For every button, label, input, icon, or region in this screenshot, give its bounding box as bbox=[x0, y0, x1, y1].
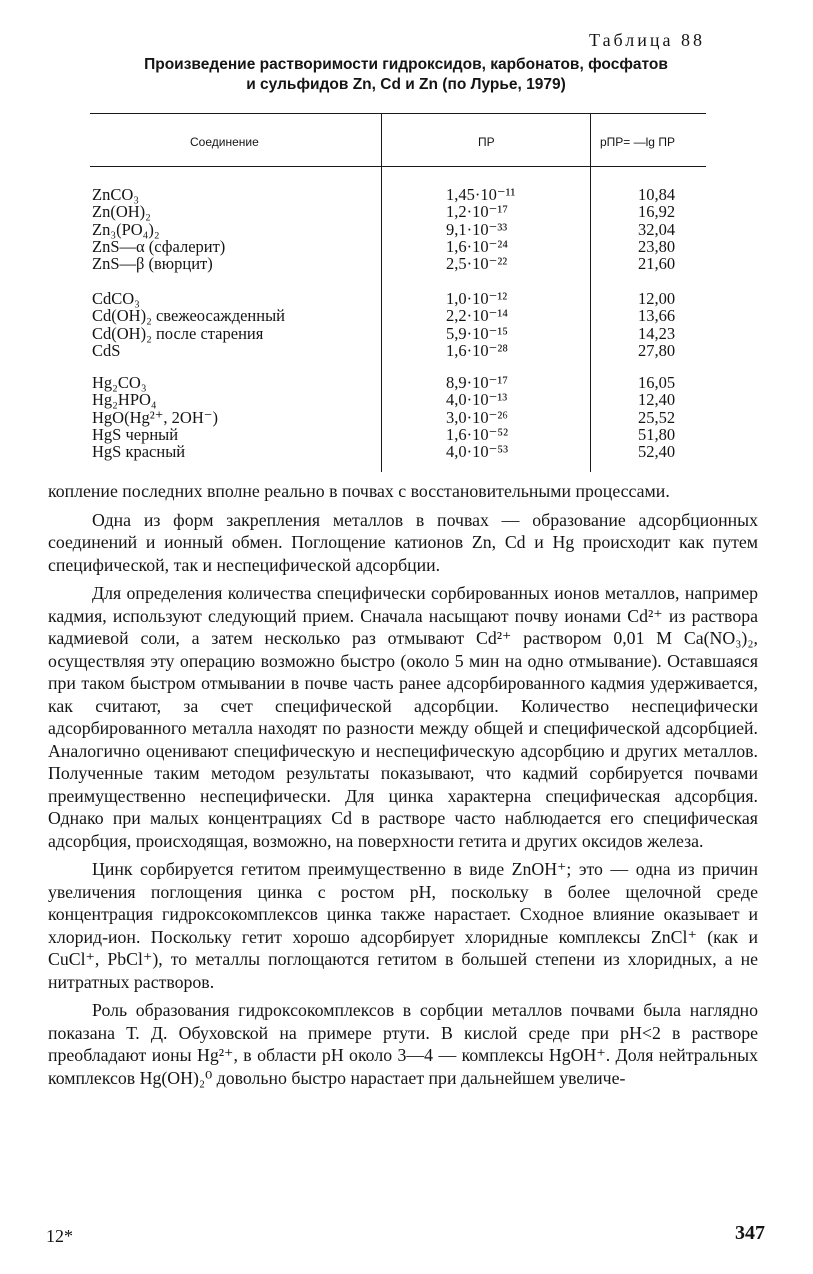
table-title-line: и сульфидов Zn, Cd и Zn (по Лурье, 1979) bbox=[246, 76, 566, 93]
table-title-line: Произведение растворимости гидроксидов, карбонатов, фосфатов bbox=[144, 56, 668, 73]
ppr-cell: 16,05 bbox=[638, 373, 676, 392]
pr-cell: 1,45·10⁻¹¹ bbox=[446, 185, 516, 204]
compound-cell: Hg₂CO₃ bbox=[92, 373, 147, 392]
compound-cell: Zn₃(PO₄)₂ bbox=[92, 219, 160, 239]
table-row bbox=[90, 342, 706, 359]
ppr-cell: 14,23 bbox=[638, 323, 676, 343]
paragraph: Одна из форм закрепления металлов в почвах — образование адсорбционных соединений и ионный обмен. Поглощение катионов Zn, Cd и Hg происходит как путем специфической, так и неспецифической адсорбции. bbox=[48, 509, 758, 575]
ppr-cell: 32,04 bbox=[638, 219, 676, 239]
table-group-mercury bbox=[90, 374, 706, 460]
paragraph: Для определения количества специфически сорбированных ионов металлов, например кадмия, используют следующий прием. Сначала насыщают почву ионами Cd²⁺ из раствора кадмиевой соли, а затем несколько раз отмывают Cd²⁺ раствором 0,01 М Ca(NO₃)₂, осуществляя эту операцию возможно быстро (около 5 мин на одно отмывание). Оставшаяся при таком быстром отмывании в почве часть ранее адсорбированного кадмия удерживается, как считают, за счет специфической адсорбции. Количество неспецифически адсорбированного металла находят по разности между общей и специфической адсорбцией. Аналогично оценивают специфическую и неспецифическую адсорбцию и других металлов. Полученные таким методом результаты показывают, что кадмий сорбируется почвами преимущественно неспецифически. Для цинка характерна специфическая адсорбция. Однако при малых концентрациях Cd в растворе часто наблюдается его специфическая адсорбция, происходящая, возможно, на поверхности гетита и других оксидов железа. bbox=[48, 583, 758, 851]
pr-cell: 1,6·10⁻²⁴ bbox=[446, 236, 509, 256]
pr-cell: 5,9·10⁻¹⁵ bbox=[446, 323, 509, 343]
compound-cell: Zn(OH)₂ bbox=[92, 202, 151, 222]
ppr-cell: 27,80 bbox=[638, 340, 676, 360]
table-header-rule bbox=[90, 166, 706, 167]
pr-cell: 1,0·10⁻¹² bbox=[446, 289, 508, 308]
table-row bbox=[90, 409, 706, 426]
paragraph: Роль образования гидроксокомплексов в сорбции металлов почвами была наглядно показана Т. Д. Обуховской на примере ртути. В кислой среде при pH<2 в растворе преобладают ионы Hg²⁺, в области pH около 3—4 — комплексы HgOH⁺. Доля нейтральных комплексов Hg(OH)₂⁰ довольно быстро нарастает при дальнейшем увеличе- bbox=[48, 1000, 758, 1088]
pr-cell: 4,0·10⁻¹³ bbox=[446, 390, 508, 410]
table-row bbox=[90, 426, 706, 443]
table-row bbox=[90, 443, 706, 460]
body-text bbox=[48, 480, 758, 1089]
column-header-compound: Соединение bbox=[190, 135, 259, 149]
pr-cell: 2,2·10⁻¹⁴ bbox=[446, 306, 509, 326]
ppr-cell: 10,84 bbox=[638, 185, 676, 204]
ppr-cell: 16,92 bbox=[638, 202, 676, 222]
compound-cell: Cd(OH)₂ после старения bbox=[92, 323, 264, 343]
ppr-cell: 21,60 bbox=[638, 254, 676, 274]
ppr-cell: 23,80 bbox=[638, 236, 676, 256]
compound-cell: HgO(Hg²⁺, 2OH⁻) bbox=[92, 407, 218, 427]
paragraph: Цинк сорбируется гетитом преимущественно в виде ZnOH⁺; это — одна из причин увеличения поглощения цинка с ростом pH, поскольку в более щелочной среде концентрация гидроксокомплексов цинка также нарастает. Сходное влияние оказывает и хлорид-ион. Поскольку гетит хорошо адсорбирует хлоридные комплексы ZnCl⁺ (как и CuCl⁺, PbCl⁺), то металлы поглощаются гетитом в большей степени из хлоридных, а не нитратных растворов. bbox=[48, 859, 758, 992]
column-header-pr: ПР bbox=[478, 135, 495, 149]
compound-cell: HgS красный bbox=[92, 442, 186, 462]
ppr-cell: 12,00 bbox=[638, 289, 676, 308]
page-number: 347 bbox=[735, 1222, 765, 1244]
ppr-cell: 12,40 bbox=[638, 390, 676, 410]
pr-cell: 3,0·10⁻²⁶ bbox=[446, 407, 509, 427]
pr-cell: 8,9·10⁻¹⁷ bbox=[446, 373, 509, 392]
compound-cell: Hg₂HPO₄ bbox=[92, 390, 157, 410]
ppr-cell: 52,40 bbox=[638, 442, 676, 462]
table-row bbox=[90, 307, 706, 324]
ppr-cell: 51,80 bbox=[638, 424, 676, 444]
ppr-cell: 25,52 bbox=[638, 407, 676, 427]
paragraph: копление последних вполне реально в почвах с восстановительными процессами. bbox=[48, 481, 670, 501]
compound-cell: CdS bbox=[92, 340, 121, 360]
compound-cell: Cd(OH)₂ свежеосажденный bbox=[92, 306, 286, 326]
compound-cell: ZnS—α (сфалерит) bbox=[92, 236, 226, 256]
table-row bbox=[90, 391, 706, 408]
compound-cell: ZnS—β (вюрцит) bbox=[92, 254, 213, 274]
table-number: Таблица 88 bbox=[589, 30, 705, 50]
pr-cell: 2,5·10⁻²² bbox=[446, 254, 508, 274]
printer-signature-mark: 12* bbox=[46, 1226, 73, 1246]
table-group-zinc bbox=[90, 186, 706, 272]
table-row bbox=[90, 325, 706, 342]
table-row bbox=[90, 290, 706, 307]
ppr-cell: 13,66 bbox=[638, 306, 676, 326]
compound-cell: HgS черный bbox=[92, 424, 179, 444]
table-row bbox=[90, 238, 706, 255]
pr-cell: 4,0·10⁻⁵³ bbox=[446, 442, 509, 462]
pr-cell: 1,2·10⁻¹⁷ bbox=[446, 202, 509, 222]
table-group-cadmium bbox=[90, 290, 706, 359]
table-title bbox=[100, 55, 712, 95]
pr-cell: 1,6·10⁻²⁸ bbox=[446, 340, 509, 360]
pr-cell: 1,6·10⁻⁵² bbox=[446, 424, 509, 444]
table-row bbox=[90, 221, 706, 238]
compound-cell: CdCO₃ bbox=[92, 289, 140, 308]
table-row bbox=[90, 203, 706, 220]
table-row bbox=[90, 255, 706, 272]
compound-cell: ZnCO₃ bbox=[92, 185, 140, 204]
pr-cell: 9,1·10⁻³³ bbox=[446, 219, 508, 239]
column-header-ppr: pПР= —lg ПР bbox=[600, 135, 675, 149]
table-row bbox=[90, 186, 706, 203]
table-top-rule bbox=[90, 113, 706, 114]
table-row bbox=[90, 374, 706, 391]
